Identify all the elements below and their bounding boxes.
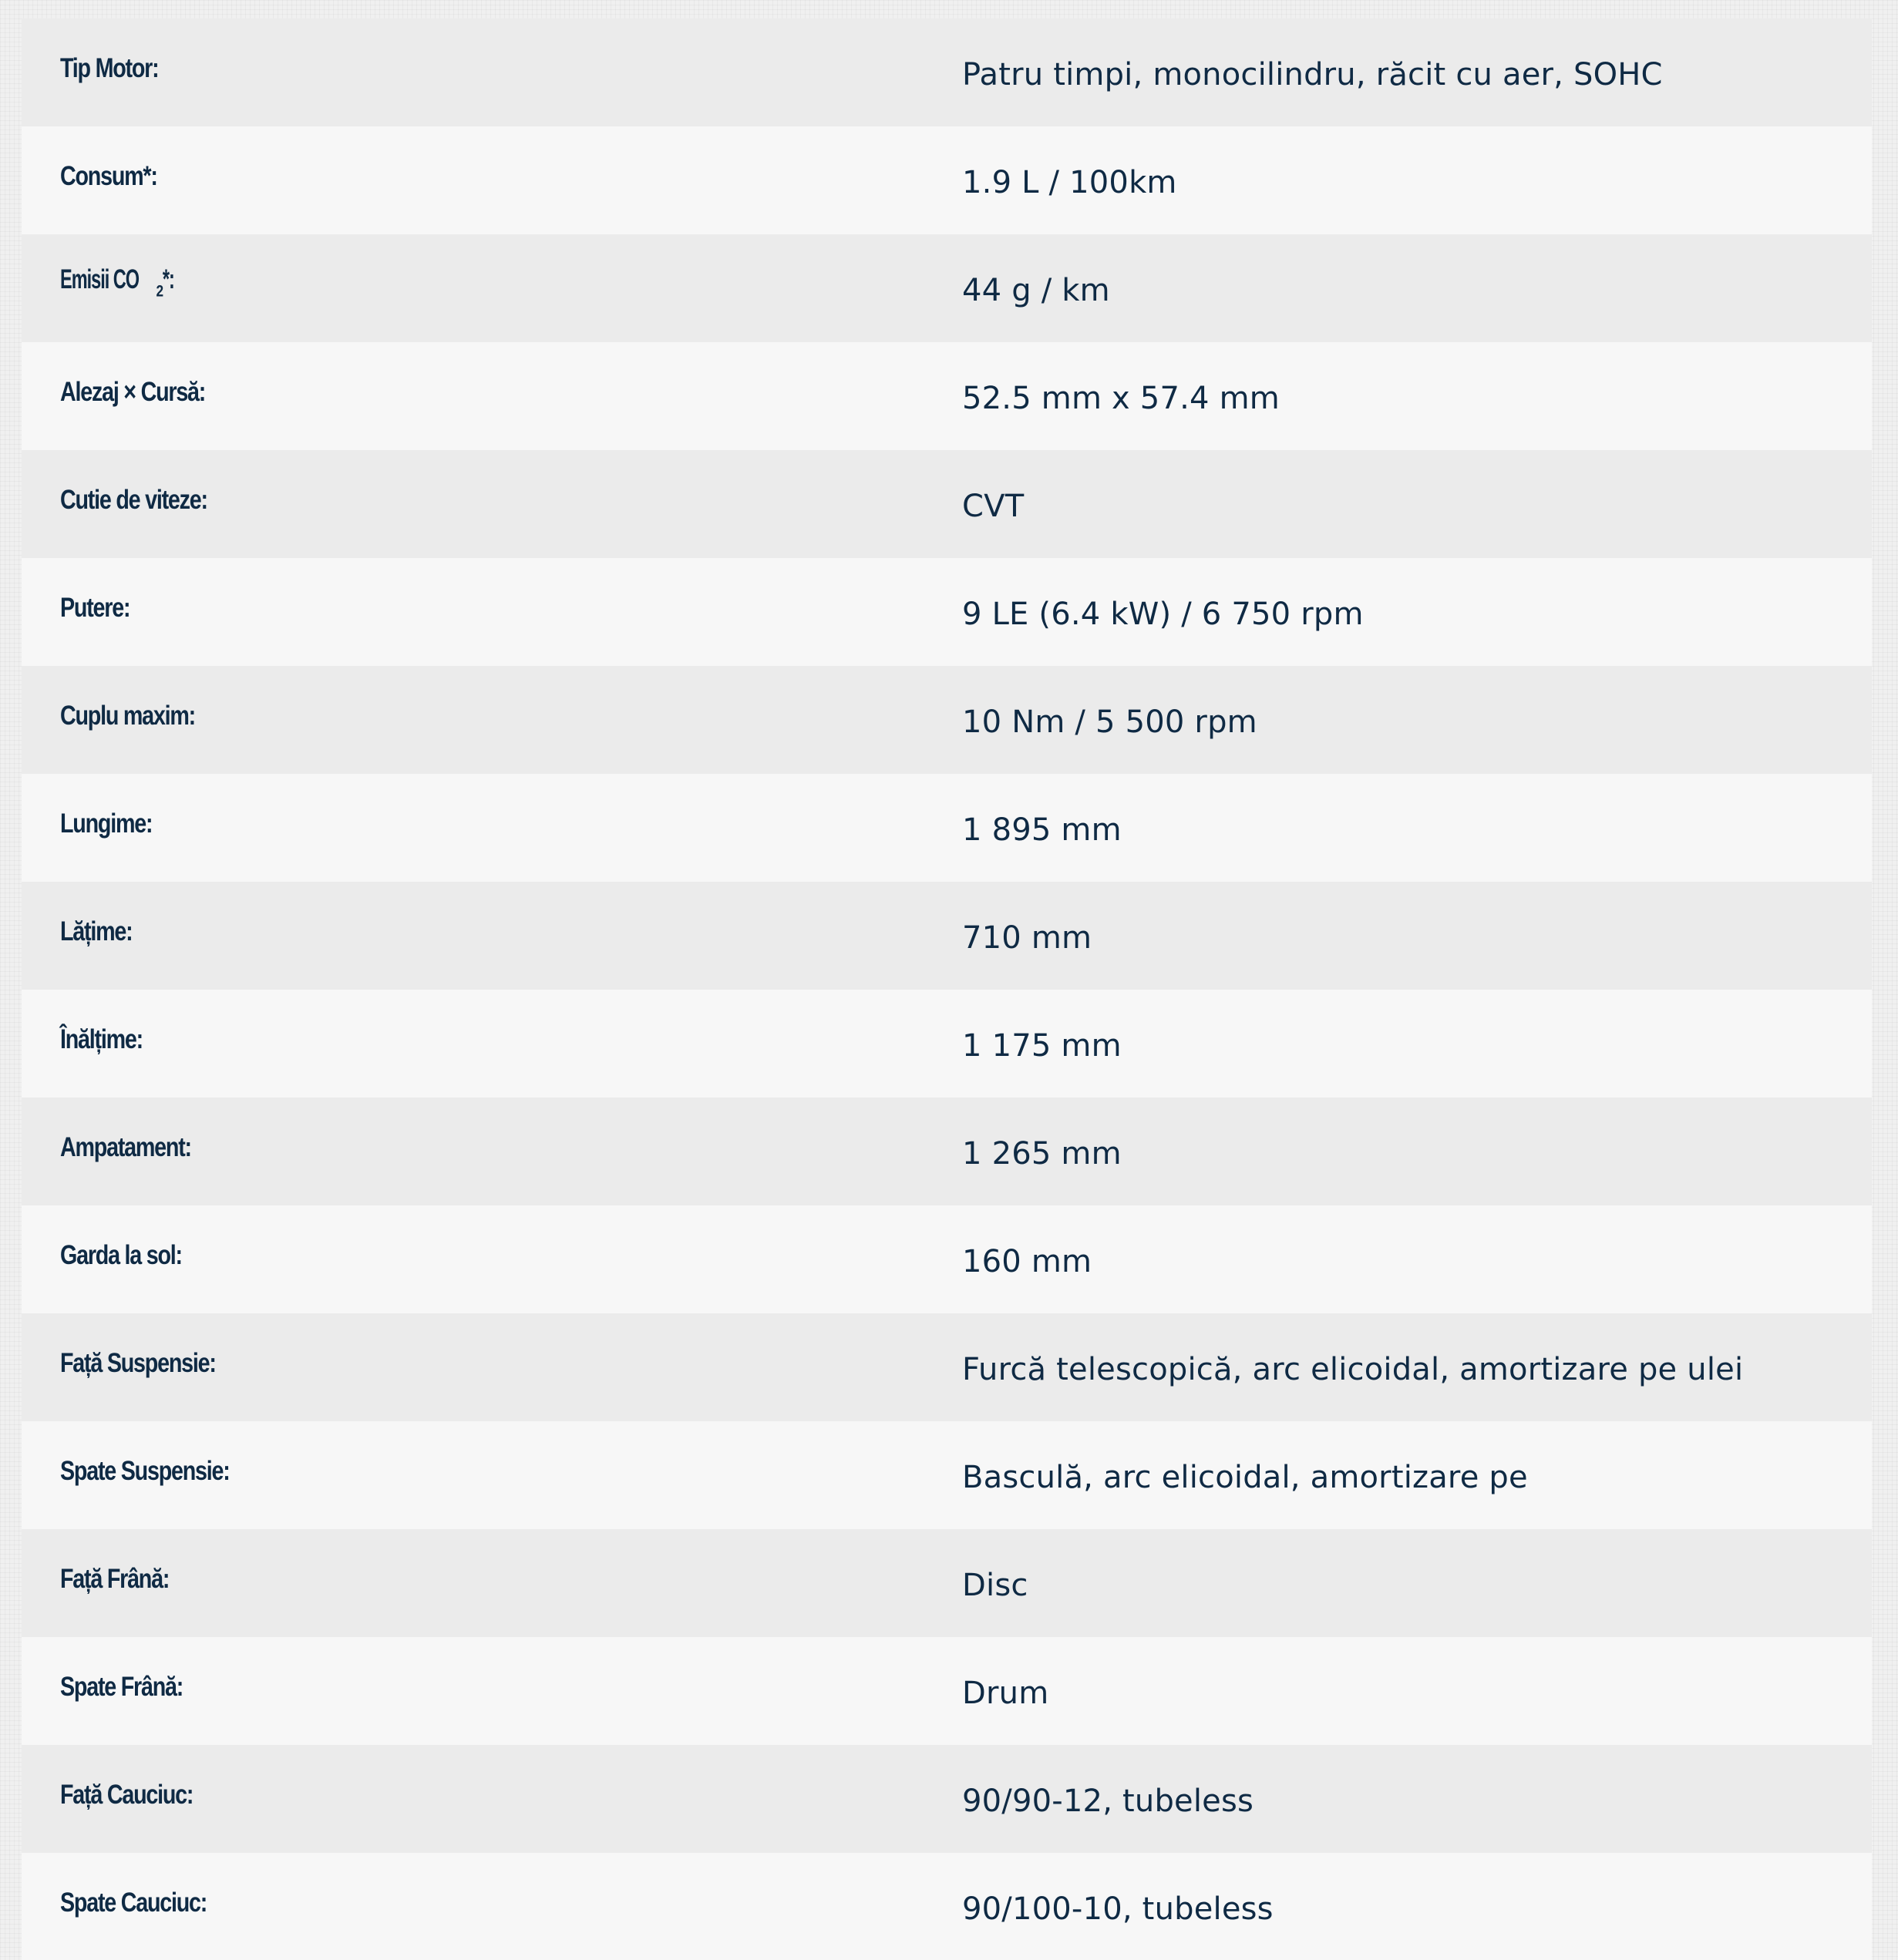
spec-value: CVT (962, 489, 1025, 524)
spec-label: Față Suspensie: (60, 1348, 216, 1378)
spec-row-engine-type (22, 18, 1872, 126)
spec-value: 10 Nm / 5 500 rpm (962, 704, 1257, 740)
spec-label: Cutie de viteze: (60, 485, 207, 515)
spec-row-rear-suspension (22, 1421, 1872, 1529)
spec-label: Înălțime: (60, 1024, 143, 1054)
spec-value: 52.5 mm x 57.4 mm (962, 381, 1280, 416)
spec-table (22, 18, 1872, 1960)
spec-label: Spate Cauciuc: (60, 1888, 207, 1918)
spec-value: 1 265 mm (962, 1136, 1122, 1172)
spec-row-wheelbase (22, 1098, 1872, 1205)
spec-row-length (22, 774, 1872, 882)
spec-label: Alezaj × Cursă: (60, 377, 206, 407)
spec-row-power (22, 558, 1872, 666)
spec-value: 1 895 mm (962, 812, 1122, 848)
spec-value: Patru timpi, monocilindru, răcit cu aer, SOHC (962, 57, 1663, 92)
spec-label: Putere: (60, 593, 130, 623)
spec-label: Ampatament: (60, 1132, 191, 1162)
spec-label: Față Frână: (60, 1564, 170, 1594)
spec-label: Spate Frână: (60, 1672, 183, 1702)
spec-row-rear-brake (22, 1637, 1872, 1745)
spec-value: Disc (962, 1568, 1028, 1603)
spec-label (22, 234, 962, 342)
spec-value: 9 LE (6.4 kW) / 6 750 rpm (962, 597, 1364, 632)
spec-row-rear-tire (22, 1853, 1872, 1960)
spec-value: 160 mm (962, 1244, 1092, 1279)
label-text: Emisii CO (60, 264, 140, 294)
spec-value: 1.9 L / 100km (962, 165, 1177, 200)
spec-value: 44 g / km (962, 273, 1110, 308)
spec-row-height (22, 990, 1872, 1098)
spec-row-front-brake (22, 1529, 1872, 1637)
spec-row-max-torque (22, 666, 1872, 774)
spec-row-co2-emissions (22, 234, 1872, 342)
spec-value: 90/100-10, tubeless (962, 1891, 1274, 1927)
spec-label: Lățime: (60, 916, 133, 946)
spec-value: 710 mm (962, 920, 1092, 956)
spec-row-front-suspension (22, 1313, 1872, 1421)
spec-row-transmission (22, 450, 1872, 558)
spec-row-width (22, 882, 1872, 990)
spec-value: 90/90-12, tubeless (962, 1783, 1254, 1819)
spec-label: Garda la sol: (60, 1240, 182, 1270)
spec-label: Lungime: (60, 809, 153, 839)
spec-value: Basculă, arc elicoidal, amortizare pe (962, 1460, 1528, 1495)
spec-row-consumption (22, 126, 1872, 234)
spec-value: Drum (962, 1676, 1049, 1711)
spec-label: Față Cauciuc: (60, 1780, 194, 1810)
spec-value: Furcă telescopică, arc elicoidal, amortizare pe ulei (962, 1352, 1744, 1387)
spec-row-front-tire (22, 1745, 1872, 1853)
spec-label: Cuplu maxim: (60, 701, 196, 731)
spec-label: Consum*: (60, 161, 157, 191)
spec-row-bore-stroke (22, 342, 1872, 450)
label-suffix: *: (162, 264, 174, 294)
spec-row-ground-clearance (22, 1205, 1872, 1313)
spec-label: Spate Suspensie: (60, 1456, 230, 1486)
label-subscript: 2 (156, 282, 163, 301)
spec-value: 1 175 mm (962, 1028, 1122, 1064)
spec-label: Tip Motor: (60, 53, 159, 83)
